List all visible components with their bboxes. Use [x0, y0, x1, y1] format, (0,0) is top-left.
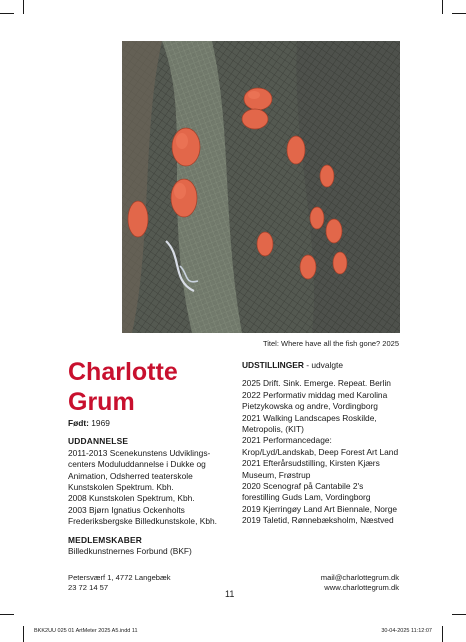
education-entry: 2003 Bjørn Ignatius Ockenholts Frederiksbergske Billedkunstskole, Kbh.: [68, 504, 217, 527]
exhibition-entry: 2019 Kjerringøy Land Art Biennale, Norge: [242, 503, 398, 514]
crop-mark: [0, 13, 14, 14]
print-slug-file: BKK2UU 025 01 ArtMeter 2025 A5.indd 11: [34, 628, 138, 634]
exhibition-entry: 2025 Drift. Sink. Emerge. Repeat. Berlin: [242, 378, 391, 389]
exhibition-entry: 2020 Scenograf på Cantabile 2's forestilling Guds Lam, Vordingborg: [242, 481, 371, 503]
education-entry: 2011-2013 Scenekunstens Udviklings-centers Moduluddannelse i Dukke og Animation, Odsherred teaterskole Kunstskolen Spektrum. Kbh.: [68, 447, 211, 493]
crop-mark: [442, 0, 443, 14]
exhibition-entry: 2019 Taletid, Rønnebæksholm, Næstved: [242, 515, 394, 526]
memberships-heading: MEDLEMSKABER: [68, 534, 143, 545]
right-column: [242, 360, 402, 527]
born-year: 1969: [91, 418, 110, 428]
crop-mark: [452, 614, 466, 615]
left-column: [68, 418, 236, 557]
education-heading: UDDANNELSE: [68, 436, 129, 447]
contact-address-block: [68, 573, 171, 593]
crop-mark: [0, 614, 14, 615]
exhibitions-heading: UDSTILLINGER: [242, 360, 304, 370]
artwork-photo: [122, 41, 400, 333]
crop-mark: [442, 626, 443, 642]
crop-mark: [452, 13, 466, 14]
born-line: [68, 418, 236, 429]
contact-online-block: [321, 573, 399, 593]
artist-name: [68, 357, 238, 417]
page-number: 11: [225, 589, 235, 599]
crop-mark: [23, 626, 24, 642]
membership-entry: Billedkunstnernes Forbund (BKF): [68, 546, 192, 557]
artist-last-name: Grum: [68, 388, 135, 416]
artist-first-name: Charlotte: [68, 358, 178, 386]
photo-caption: Titel: Where have all the fish gone? 2025: [262, 339, 399, 348]
exhibition-entry: 2021 Walking Landscapes Roskilde, Metropolis, (KIT): [242, 412, 377, 435]
contact-website-link[interactable]: www.charlottegrum.dk: [324, 583, 399, 592]
education-entry: 2008 Kunstskolen Spektrum, Kbh.: [68, 493, 195, 504]
crop-mark: [23, 0, 24, 14]
born-label: Født:: [68, 418, 89, 428]
contact-email-link[interactable]: mail@charlottegrum.dk: [320, 573, 399, 582]
exhibition-entry: 2022 Performativ middag med Karolina Pietzykowska og andre, Vordingborg: [242, 389, 388, 412]
exhibition-entry: 2021 Efterårsudstilling, Kirsten Kjærs Museum, Frøstrup: [242, 458, 380, 480]
exhibition-entry: 2021 Performancedage: Krop/Lyd/Landskab, Deep Forest Art Land: [242, 435, 399, 457]
contact-address: Petersværf 1, 4772 Langebæk: [68, 573, 171, 582]
print-slug-timestamp: 30-04-2025 11:12:07: [381, 628, 432, 634]
exhibitions-title: [242, 360, 402, 371]
contact-phone: 23 72 14 57: [68, 583, 109, 592]
exhibitions-subheading: - udvalgte: [306, 360, 343, 370]
